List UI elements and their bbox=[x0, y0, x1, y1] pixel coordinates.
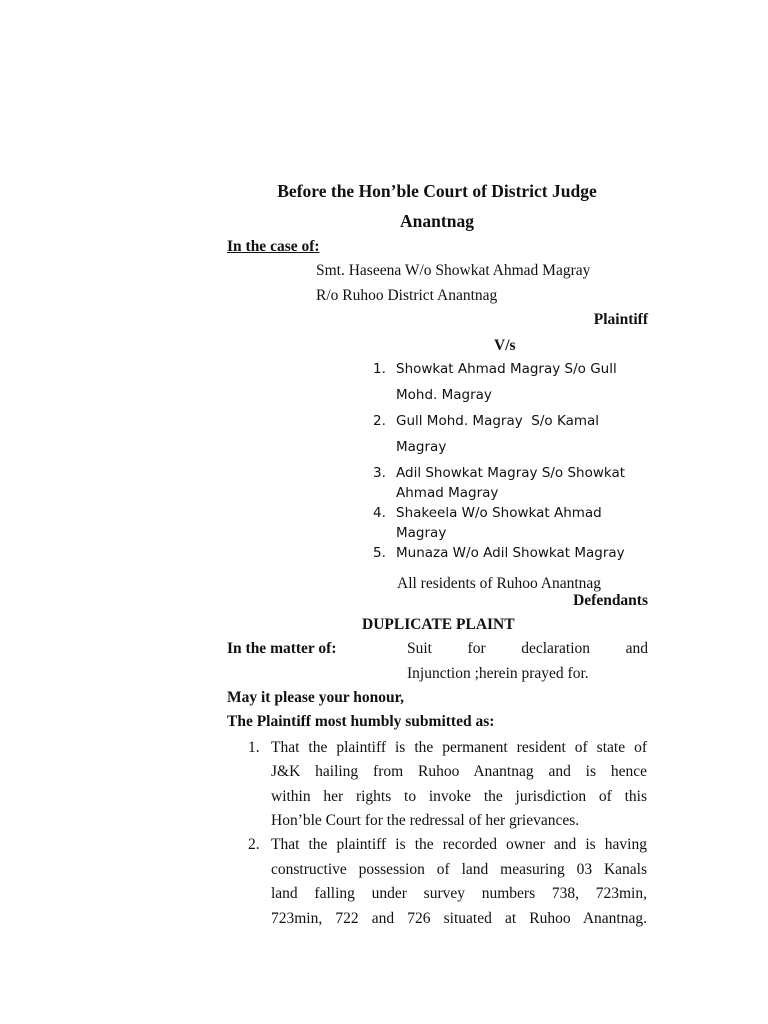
matter-line-2: Injunction ;herein prayed for. bbox=[407, 665, 589, 682]
defendant-line: Adil Showkat Magray S/o Showkat bbox=[396, 465, 626, 481]
paragraph-line: constructive possession of land measuring 03 Kanals bbox=[271, 861, 647, 878]
plaintiff-address: R/o Ruhoo District Anantnag bbox=[316, 287, 498, 304]
defendant-line: Shakeela W/o Showkat Ahmad bbox=[396, 505, 602, 521]
defendant-line: Gull Mohd. Magray S/o Kamal bbox=[396, 413, 600, 429]
case-label: In the case of: bbox=[227, 238, 320, 255]
defendant-line: Magray bbox=[396, 439, 447, 455]
matter-label: In the matter of: bbox=[227, 640, 337, 657]
paragraph-line: Hon’ble Court for the redressal of her grievances. bbox=[271, 812, 580, 829]
defendant-line: Ahmad Magray bbox=[396, 485, 499, 501]
paragraph-line: That the plaintiff is the recorded owner and is having bbox=[271, 836, 647, 853]
defendant-number: 3. bbox=[373, 465, 386, 481]
court-heading-line2: Anantnag bbox=[400, 211, 474, 231]
matter-word: for bbox=[467, 640, 486, 657]
defendant-line: Showkat Ahmad Magray S/o Gull bbox=[396, 361, 617, 377]
matter-word: declaration bbox=[521, 640, 591, 657]
plaintiff-role: Plaintiff bbox=[593, 311, 648, 328]
matter-word: and bbox=[625, 640, 648, 657]
salutation: May it please your honour, bbox=[227, 689, 404, 706]
court-heading-line1: Before the Hon’ble Court of District Judge bbox=[277, 181, 597, 201]
plaintiff-name: Smt. Haseena W/o Showkat Ahmad Magray bbox=[316, 262, 591, 279]
matter-line-1 bbox=[407, 640, 648, 658]
paragraph-line: land falling under survey numbers 738, 723min, bbox=[271, 885, 647, 902]
matter-word: Suit bbox=[407, 640, 432, 657]
defendant-number: 4. bbox=[373, 505, 386, 521]
paragraph-number: 1. bbox=[248, 739, 260, 756]
defendant-line: Magray bbox=[396, 525, 447, 541]
defendant-number: 5. bbox=[373, 545, 386, 561]
paragraph-number: 2. bbox=[248, 836, 260, 853]
defendant-number: 1. bbox=[373, 361, 386, 377]
paragraph-line: That the plaintiff is the permanent resident of state of bbox=[271, 739, 647, 756]
paragraph-line: within her rights to invoke the jurisdiction of this bbox=[271, 788, 647, 805]
versus-label: V/s bbox=[494, 337, 516, 354]
defendant-number: 2. bbox=[373, 413, 386, 429]
paragraph-line: J&K hailing from Ruhoo Anantnag and is hence bbox=[271, 763, 647, 780]
submission-heading: The Plaintiff most humbly submitted as: bbox=[227, 713, 495, 730]
plaint-title: DUPLICATE PLAINT bbox=[362, 616, 515, 633]
defendant-line: Mohd. Magray bbox=[396, 387, 492, 403]
defendants-role: Defendants bbox=[573, 592, 648, 609]
paragraph-line: 723min, 722 and 726 situated at Ruhoo Anantnag. bbox=[271, 910, 647, 927]
defendant-line: Munaza W/o Adil Showkat Magray bbox=[396, 545, 625, 561]
defendants-residence: All residents of Ruhoo Anantnag bbox=[397, 575, 602, 592]
